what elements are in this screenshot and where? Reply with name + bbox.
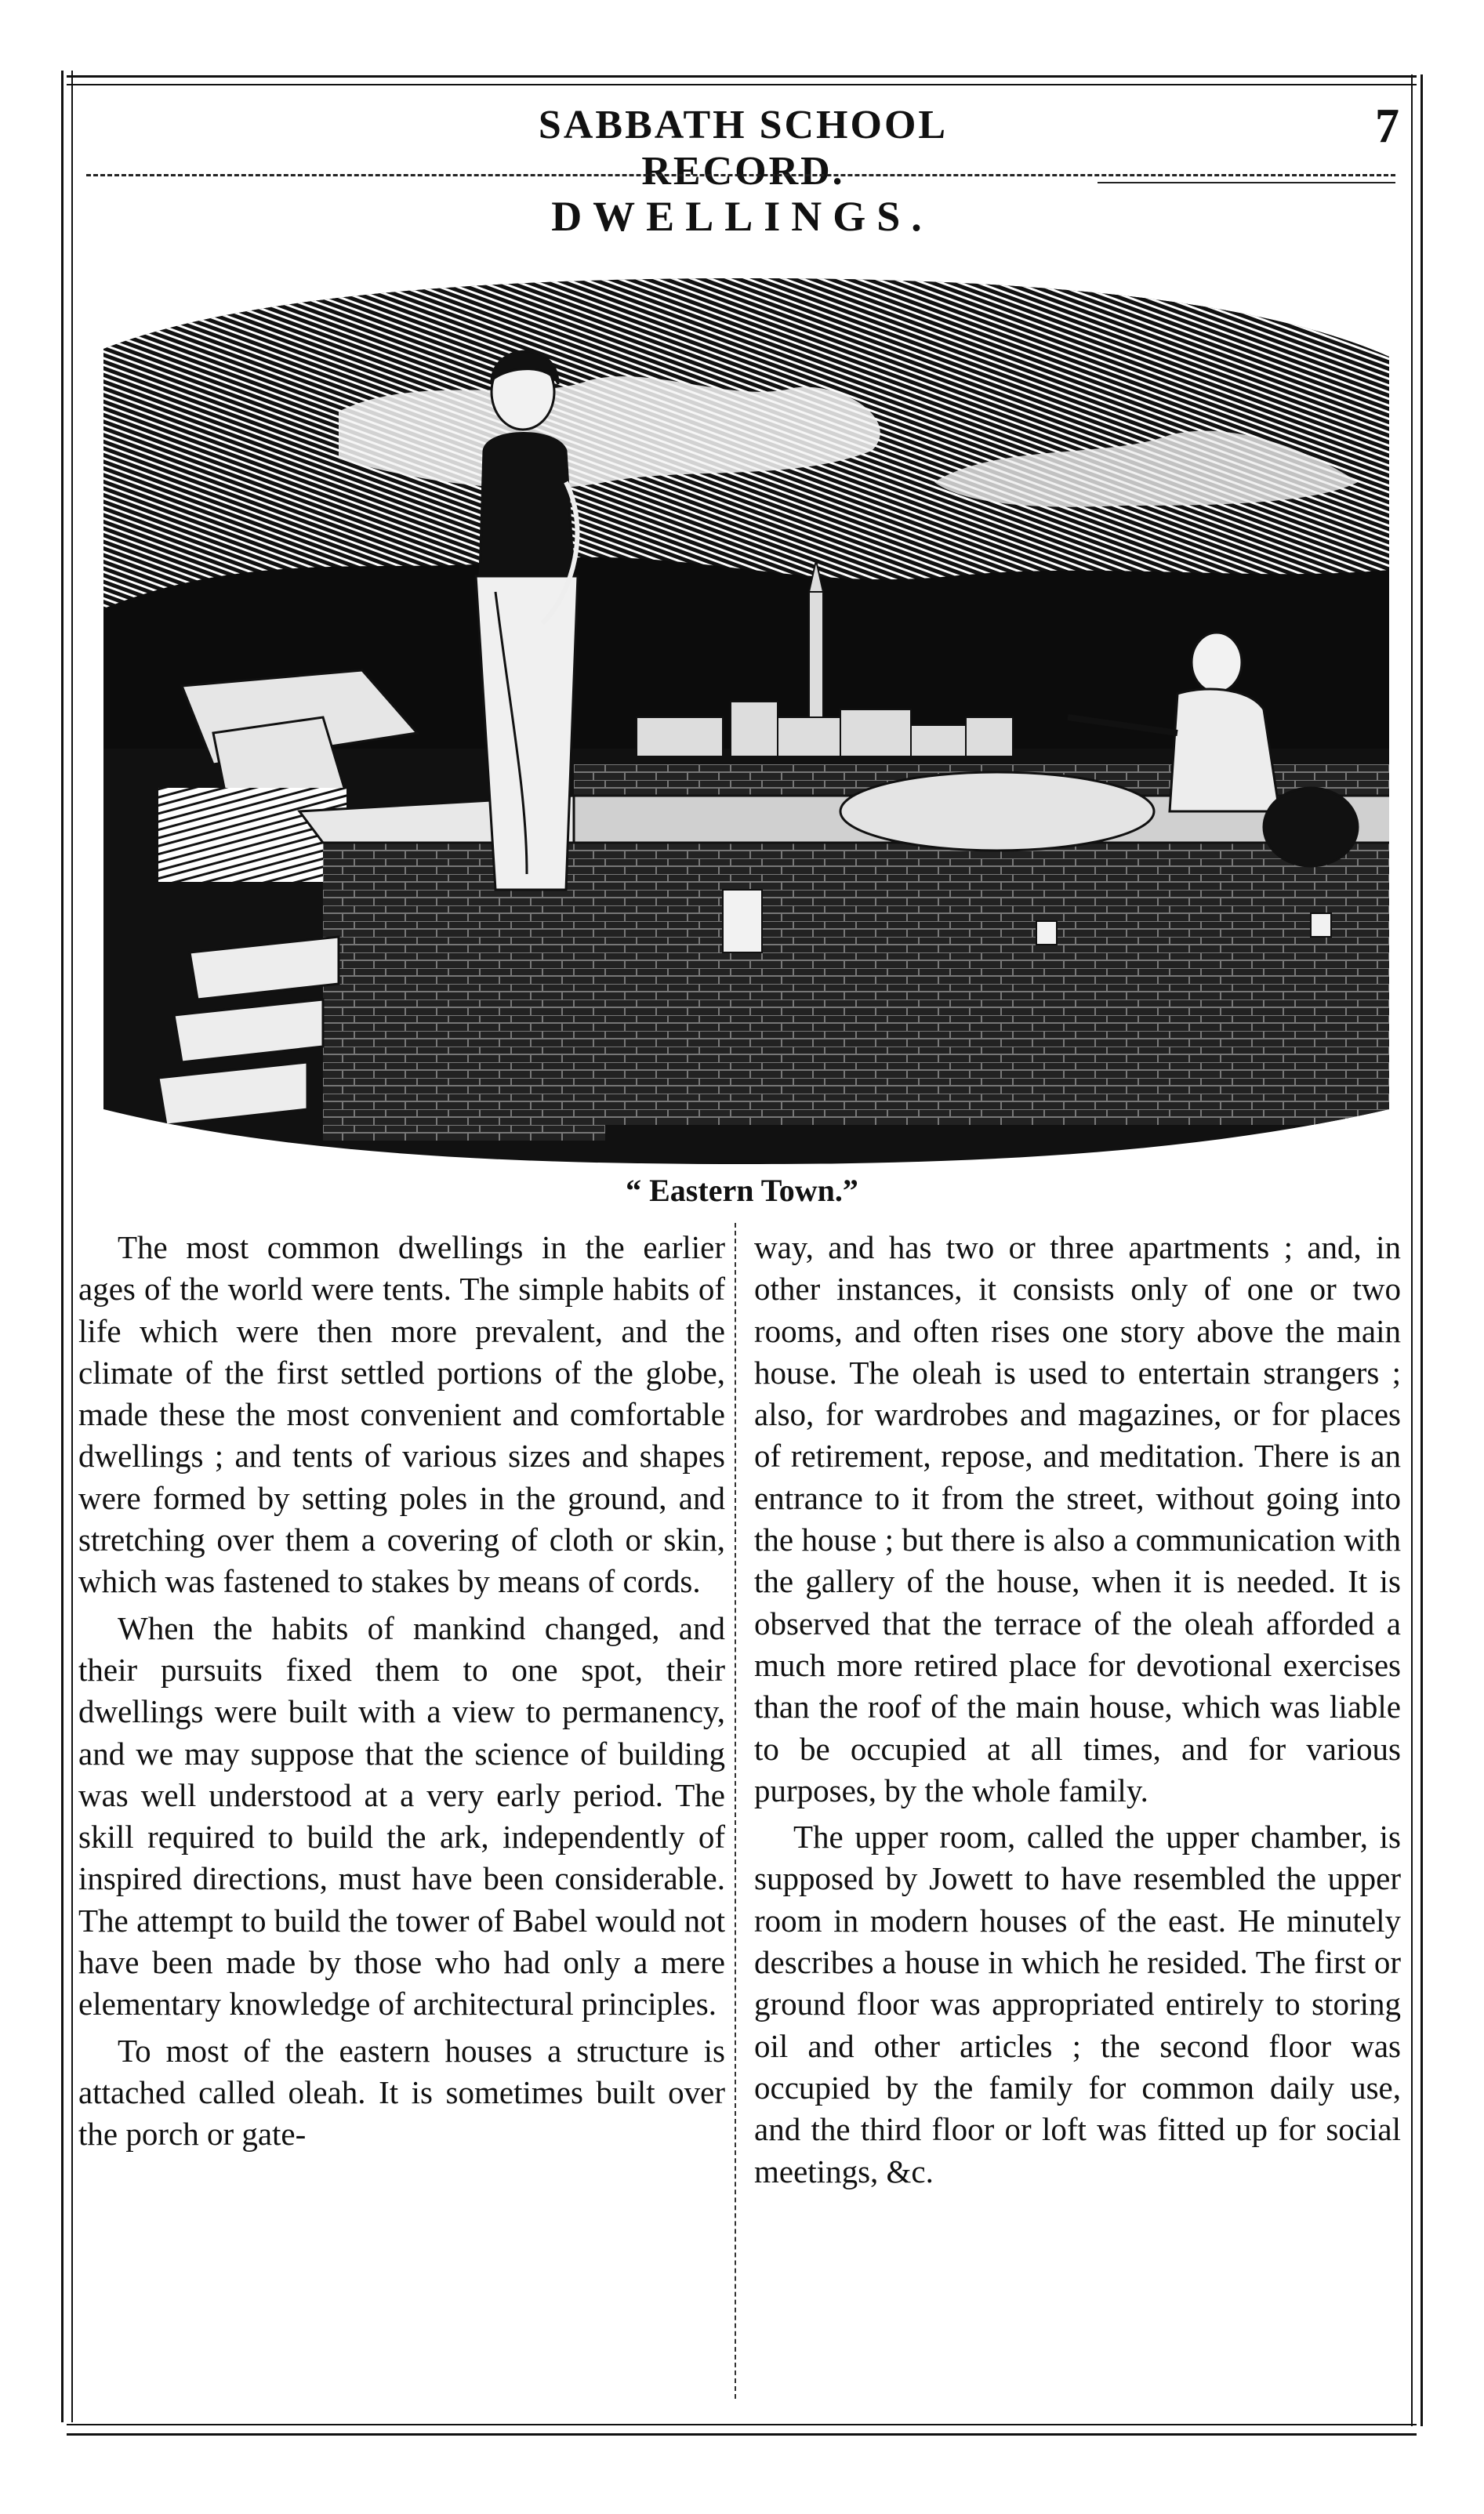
running-head — [0, 100, 1484, 194]
paragraph: way, and has two or three apartments ; and, in other instances, it consists only of one or two rooms, and often rises one story above the main house. The oleah is used to entertain strangers ; also, for wardrobes and magazines, or for places of retirement, repose, and meditation. There is an entrance to it from the street, without going into the house ; but there is also a communication with the gallery of the house, when it is needed. It is observed that the terrace of the oleah afforded a much more retired place for devotional exercises than the roof of the main house, which was liable to be occupied at all times, and for various purposes, by the whole family. — [754, 1229, 1401, 1808]
page-number: 7 — [1375, 100, 1399, 153]
column-divider — [735, 1223, 736, 2399]
page-frame-bottom-rule — [67, 2424, 1417, 2436]
eastern-town-engraving — [88, 247, 1405, 1168]
header-rule-right — [1098, 182, 1395, 183]
article-title: DWELLINGS. — [551, 193, 933, 240]
paragraph: The most common dwellings in the earlier ages of the world were tents. The simple habits of life which were then more prevalent, and the climate of the first settled portions of the globe, made these the most convenient and comfortable dwellings ; and tents of various sizes and shapes were formed by setting poles in the ground, and stretching over them a covering of cloth or skin, which was fastened to stakes by means of cords. — [78, 1229, 725, 1600]
left-column — [78, 1227, 725, 2156]
page-frame-top-rule — [67, 75, 1417, 85]
header-rule — [86, 174, 1395, 176]
paragraph: The upper room, called the upper chamber, is supposed by Jowett to have resembled the upper room in modern houses of the east. He minutely describes a house in which he resided. The first or ground floor was appropriated entirely to storing oil and other articles ; the second floor was occupied by the family for common daily use, and the third floor or loft was fitted up for social meetings, &c. — [754, 1819, 1401, 2189]
page-frame-right-rule — [1411, 74, 1423, 2426]
illustration-caption: “ Eastern Town.” — [626, 1173, 858, 1208]
paragraph: When the habits of mankind changed, and their pursuits fixed them to one spot, their dwellings were built with a view to permanency, and we may suppose that the science of building was well understood at a very early period. The skill required to build the ark, independently of inspired directions, must have been considerable. The attempt to build the tower of Babel would not have been made by those who had only a mere elementary knowledge of architectural principles. — [78, 1609, 725, 2022]
right-column — [754, 1227, 1401, 2193]
running-title: SABBATH SCHOOL RECORD. — [538, 103, 949, 194]
page-frame-left-rule — [61, 71, 73, 2422]
paragraph: To most of the eastern houses a structure is attached called oleah. It is sometimes built over the porch or gate- — [78, 2032, 725, 2153]
